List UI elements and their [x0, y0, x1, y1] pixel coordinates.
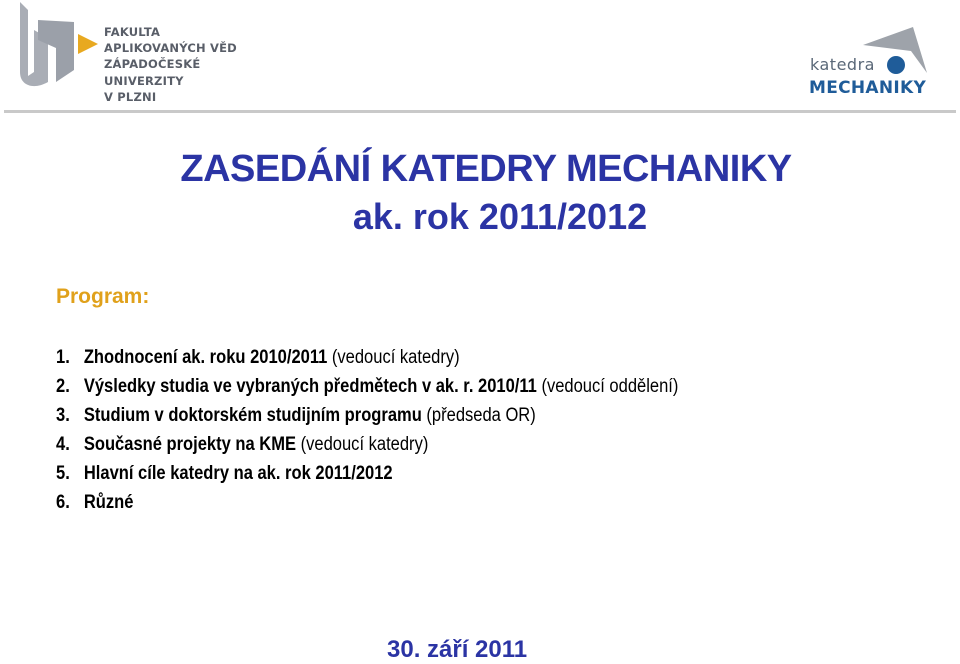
- agenda-number: 2.: [56, 376, 70, 397]
- faculty-line: ZÁPADOČESKÉ: [104, 57, 201, 72]
- agenda-responsible: (vedoucí oddělení): [536, 376, 679, 397]
- header: [0, 0, 960, 120]
- agenda-item: [56, 401, 678, 430]
- agenda-responsible: (vedoucí katedry): [296, 434, 429, 455]
- faculty-line: APLIKOVANÝCH VĚD: [104, 41, 237, 56]
- agenda-responsible: (vedoucí katedry): [327, 347, 460, 368]
- agenda-text: Současné projekty na KME: [83, 434, 297, 455]
- agenda-number: 1.: [56, 347, 70, 368]
- faculty-line: FAKULTA: [104, 25, 161, 39]
- page-title: ZASEDÁNÍ KATEDRY MECHANIKY: [180, 148, 792, 190]
- agenda-number: 5.: [56, 463, 70, 484]
- faculty-line: V PLZNI: [104, 89, 157, 104]
- agenda-responsible: (předseda OR): [421, 405, 536, 426]
- agenda-text: Výsledky studia ve vybraných předmětech v ak. r. 2010/11: [83, 376, 537, 397]
- agenda-item: [56, 488, 678, 517]
- agenda-text: Hlavní cíle katedry na ak. rok 2011/2012: [83, 463, 393, 484]
- page-subtitle: ak. rok 2011/2012: [352, 196, 648, 237]
- agenda-item: [56, 372, 678, 401]
- agenda-item: [56, 343, 678, 372]
- agenda-text: Různé: [83, 492, 134, 513]
- faculty-name: [104, 24, 237, 105]
- department-label: katedra: [810, 55, 875, 74]
- meeting-date: 30. září 2011: [387, 636, 528, 663]
- agenda-number: 6.: [56, 492, 70, 513]
- agenda-text: Studium v doktorském studijním programu: [83, 405, 422, 426]
- agenda-item: [56, 459, 678, 488]
- agenda-number: 3.: [56, 405, 70, 426]
- agenda-number: 4.: [56, 434, 70, 455]
- header-divider: [4, 110, 956, 113]
- faculty-line: UNIVERZITY: [104, 73, 184, 88]
- agenda-list: [56, 343, 678, 517]
- program-heading: Program:: [56, 285, 150, 308]
- agenda-item: [56, 430, 678, 459]
- agenda-text: Zhodnocení ak. roku 2010/2011: [83, 347, 328, 368]
- department-name: MECHANIKY: [809, 78, 927, 98]
